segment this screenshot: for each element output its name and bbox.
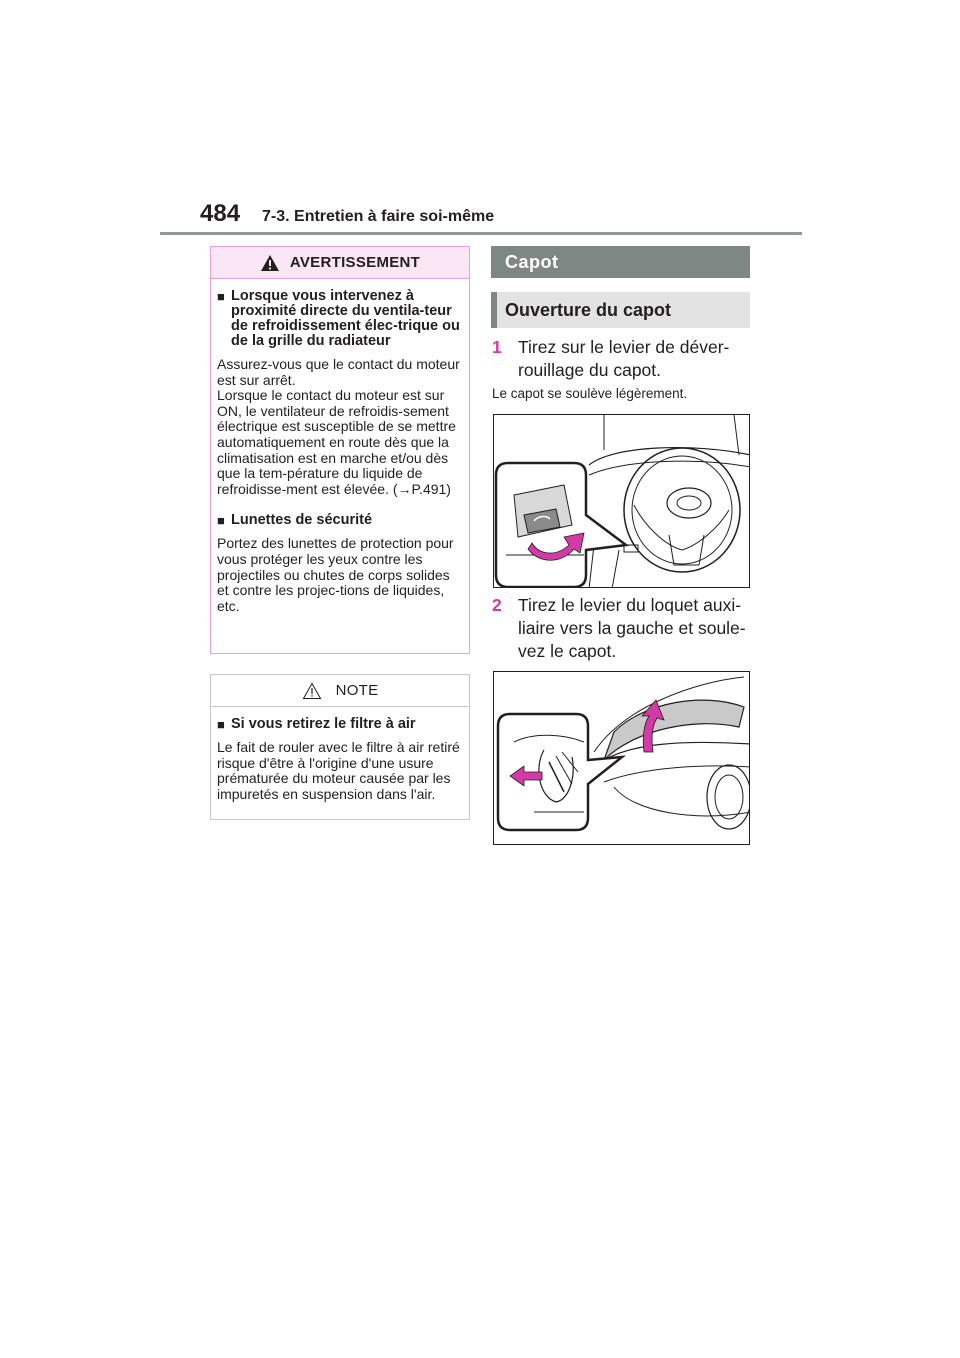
note-item-text: Le fait de rouler avec le filtre à air retiré risque d'être à l'origine d'une usure prématurée du moteur causée par les impuretés en suspension dans l'air. [217,739,460,802]
warning-item-title [217,289,463,349]
square-bullet-icon: ■ [217,717,225,732]
square-bullet-icon: ■ [217,513,225,529]
step-text: Tirez sur le levier de déver- rouillage du capot. [518,337,730,380]
warning-item-title-text: Lunettes de sécurité [231,512,373,529]
step-1 [492,336,729,382]
step-number: 1 [492,337,502,357]
warning-item-title [217,513,463,528]
note-item-title [217,717,463,732]
page-number: 484 [200,200,241,227]
square-bullet-icon: ■ [217,289,225,304]
capot-section-title: Capot [491,246,750,278]
warning-triangle-icon [260,254,280,272]
warning-title: AVERTISSEMENT [289,254,421,271]
step-1-note: Le capot se soulève légèrement. [492,386,688,401]
step-number: 2 [492,595,502,615]
warning-header [211,247,469,279]
step-text: Tirez le levier du loquet auxi- liaire vers la gauche et soule- vez le capot. [518,595,746,661]
hood-release-lever-illustration [493,414,750,588]
note-title: NOTE [335,682,379,699]
hood-opening-subtitle: Ouverture du capot [491,292,750,328]
step-2 [492,594,746,663]
section-header: 7-3. Entretien à faire soi-même [262,208,495,225]
warning-item-title-text: Lorsque vous intervenez à proximité directe du ventila-teur de refroidissement élec-trique ou de la grille du radiateur [231,288,460,349]
warning-box [210,246,470,654]
note-item-title-text: Si vous retirez le filtre à air [231,716,416,732]
warning-item-text: Portez des lunettes de protection pour vous protéger les yeux contre les projectiles ou chutes de corps solides et contre les projec-tions de liquides, etc. [217,535,454,614]
note-header [211,675,469,707]
warning-item-text: Assurez-vous que le contact du moteur est sur arrêt. Lorsque le contact du moteur est sur ON, le ventilateur de refroidis-sement électrique est susceptible de se mettre automatiquement en route dès que la climatisation est en marche et/ou dès que la tem-pérature du liquide de refroidisse-ment est élevée. (→P.491) [217,356,460,497]
header-rule [160,232,802,235]
note-box [210,674,470,820]
caution-outline-icon [302,682,322,700]
auxiliary-latch-illustration [493,671,750,845]
